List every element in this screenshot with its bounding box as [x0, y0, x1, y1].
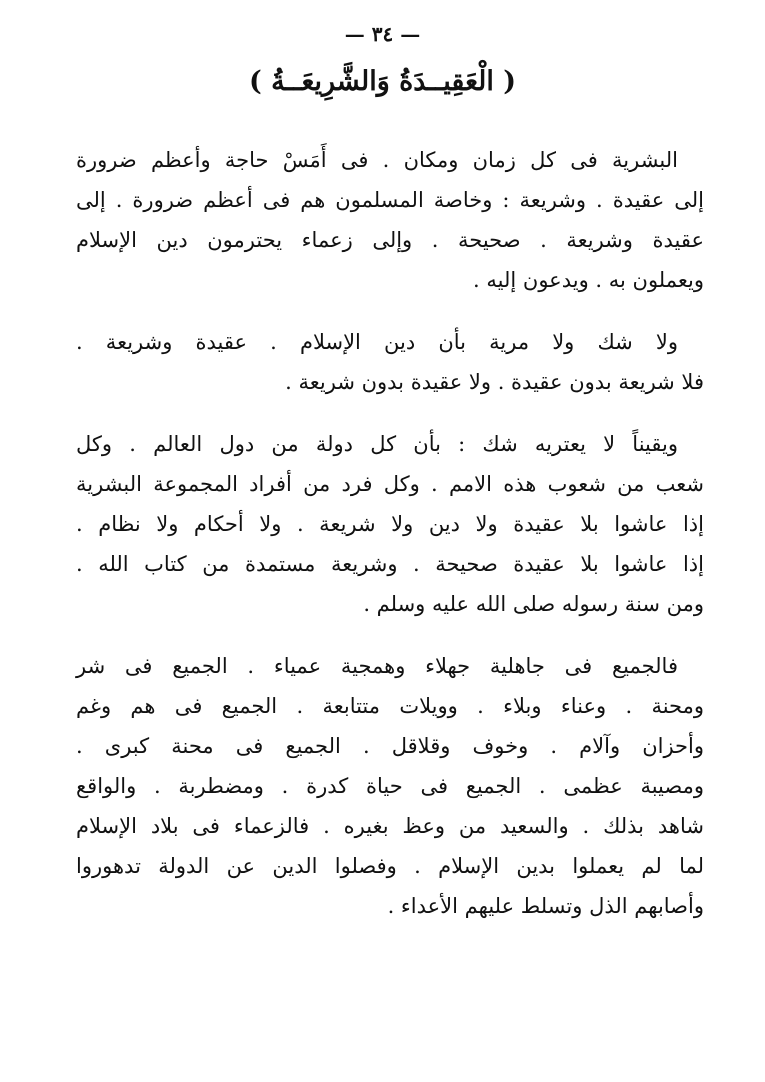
text-line: ومن سنة رسوله صلى الله عليه وسلم . [363, 592, 704, 616]
text-line: ويعملون به . ويدعون إليه . [473, 268, 704, 292]
paragraph-4 [76, 646, 704, 926]
text-line: لما لم يعملوا بدين الإسلام . وفصلوا الدين عن الدولة تدهوروا [76, 854, 704, 878]
text-line: وأصابهم الذل وتسلط عليهم الأعداء . [387, 894, 704, 918]
paragraph-2 [76, 322, 704, 402]
body-text [76, 140, 704, 948]
text-line: وأحزان وآلام . وخوف وقلاقل . الجميع فى محنة كبرى . [76, 734, 704, 758]
paragraph-3 [76, 424, 704, 624]
text-line: إذا عاشوا بلا عقيدة ولا دين ولا شريعة . ولا أحكام ولا نظام . [76, 512, 704, 536]
text-line: فالجميع فى جاهلية جهلاء وهمجية عمياء . الجميع فى شر [76, 654, 678, 678]
text-line: ومصيبة عظمى . الجميع فى حياة كدرة . ومضطربة . والواقع [76, 774, 704, 798]
text-line: إذا عاشوا بلا عقيدة صحيحة . وشريعة مستمدة من كتاب الله . [76, 552, 704, 576]
text-line: شعب من شعوب هذه الامم . وكل فرد من أفراد المجموعة البشرية [76, 472, 704, 496]
text-line: عقيدة وشريعة . صحيحة . وإلى زعماء يحترمون دين الإسلام [76, 228, 704, 252]
paragraph-1 [76, 140, 704, 300]
text-line: ولا شك ولا مرية بأن دين الإسلام . عقيدة وشريعة . [76, 330, 678, 354]
text-line: ومحنة . وعناء وبلاء . وويلات متتابعة . الجميع فى هم وغم [76, 694, 704, 718]
chapter-title: ( الْعَقِيــدَةُ وَالشَّرِيعَــةُ ) [248, 66, 517, 97]
page-number: — ٣٤ — [344, 22, 421, 46]
text-line: البشرية فى كل زمان ومكان . فى أَمَسْ حاجة وأعظم ضرورة [76, 148, 678, 172]
text-line: فلا شريعة بدون عقيدة . ولا عقيدة بدون شريعة . [285, 370, 704, 394]
text-line: ويقيناً لا يعتريه شك : بأن كل دولة من دول العالم . وكل [76, 432, 678, 456]
text-line: شاهد بذلك . والسعيد من وعظ بغيره . فالزعماء فى بلاد الإسلام [76, 814, 704, 838]
text-line: إلى عقيدة . وشريعة : وخاصة المسلمون هم فى أعظم ضرورة . إلى [76, 188, 704, 212]
